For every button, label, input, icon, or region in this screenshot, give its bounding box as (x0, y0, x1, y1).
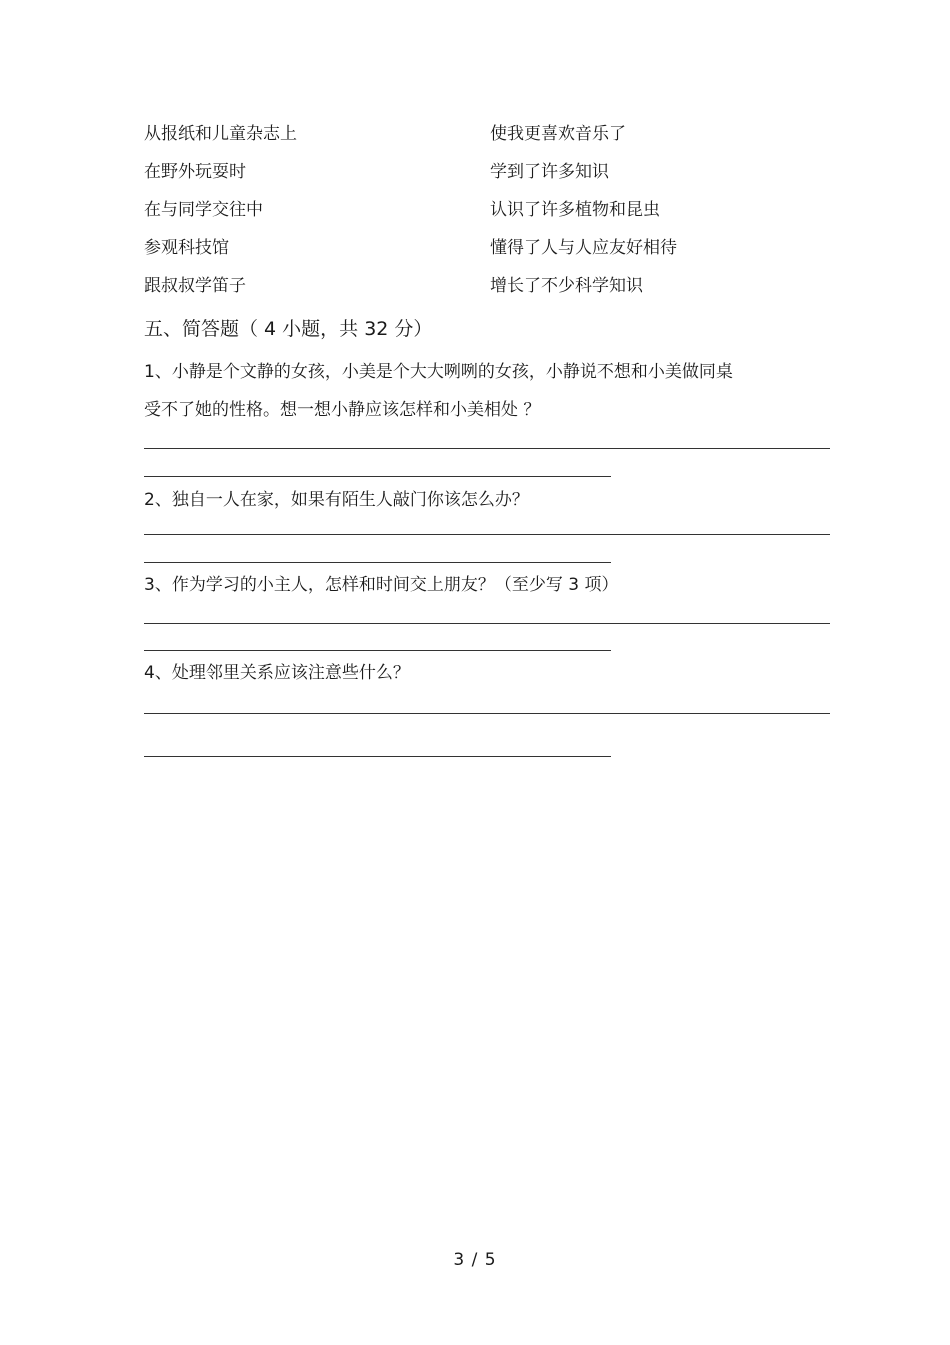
section-title: 五、简答题（ 4 小题，共 32 分） (144, 318, 433, 340)
matching-right-item: 学到了许多知识 (490, 162, 609, 182)
matching-left-item: 参观科技馆 (144, 238, 229, 258)
answer-blank-line[interactable] (144, 650, 611, 651)
question-1-line-2: 受不了她的性格。想一想小静应该怎样和小美相处 ？ (144, 400, 541, 420)
question-2 (144, 488, 529, 512)
question-number: 1、 (144, 362, 172, 382)
matching-left-item: 在野外玩耍时 (144, 162, 246, 182)
question-number: 2、 (144, 490, 172, 510)
question-1-line-1 (144, 360, 733, 384)
answer-blank-line[interactable] (144, 756, 611, 757)
matching-right-item: 增长了不少科学知识 (490, 276, 643, 296)
question-text: 小静是个文静的女孩，小美是个大大咧咧的女孩，小静说不想和小美做同桌 (171, 362, 733, 382)
question-3 (144, 573, 618, 597)
matching-right-item: 认识了许多植物和昆虫 (490, 200, 660, 220)
question-4 (144, 661, 410, 685)
matching-left-item: 跟叔叔学笛子 (144, 276, 246, 296)
page-number: 3 / 5 (453, 1250, 497, 1270)
matching-row (144, 198, 844, 222)
question-number: 3、 (144, 575, 172, 595)
question-text: 独自一人在家，如果有陌生人敲门你该怎么办？ (171, 490, 529, 510)
matching-row (144, 236, 844, 260)
matching-left-item: 从报纸和儿童杂志上 (144, 124, 297, 144)
matching-row (144, 274, 844, 298)
answer-blank-line[interactable] (144, 713, 830, 714)
answer-blank-line[interactable] (144, 623, 830, 624)
answer-blank-line[interactable] (144, 476, 611, 477)
question-text: 处理邻里关系应该注意些什么？ (171, 663, 410, 683)
answer-blank-line[interactable] (144, 534, 830, 535)
matching-row (144, 160, 844, 184)
matching-right-item: 使我更喜欢音乐了 (490, 124, 626, 144)
matching-row (144, 122, 844, 146)
question-number: 4、 (144, 663, 172, 683)
answer-blank-line[interactable] (144, 562, 611, 563)
answer-blank-line[interactable] (144, 448, 830, 449)
matching-right-item: 懂得了人与人应友好相待 (490, 238, 677, 258)
question-text: 作为学习的小主人，怎样和时间交上朋友？（至少写 3 项） (171, 575, 619, 595)
matching-left-item: 在与同学交往中 (144, 200, 263, 220)
